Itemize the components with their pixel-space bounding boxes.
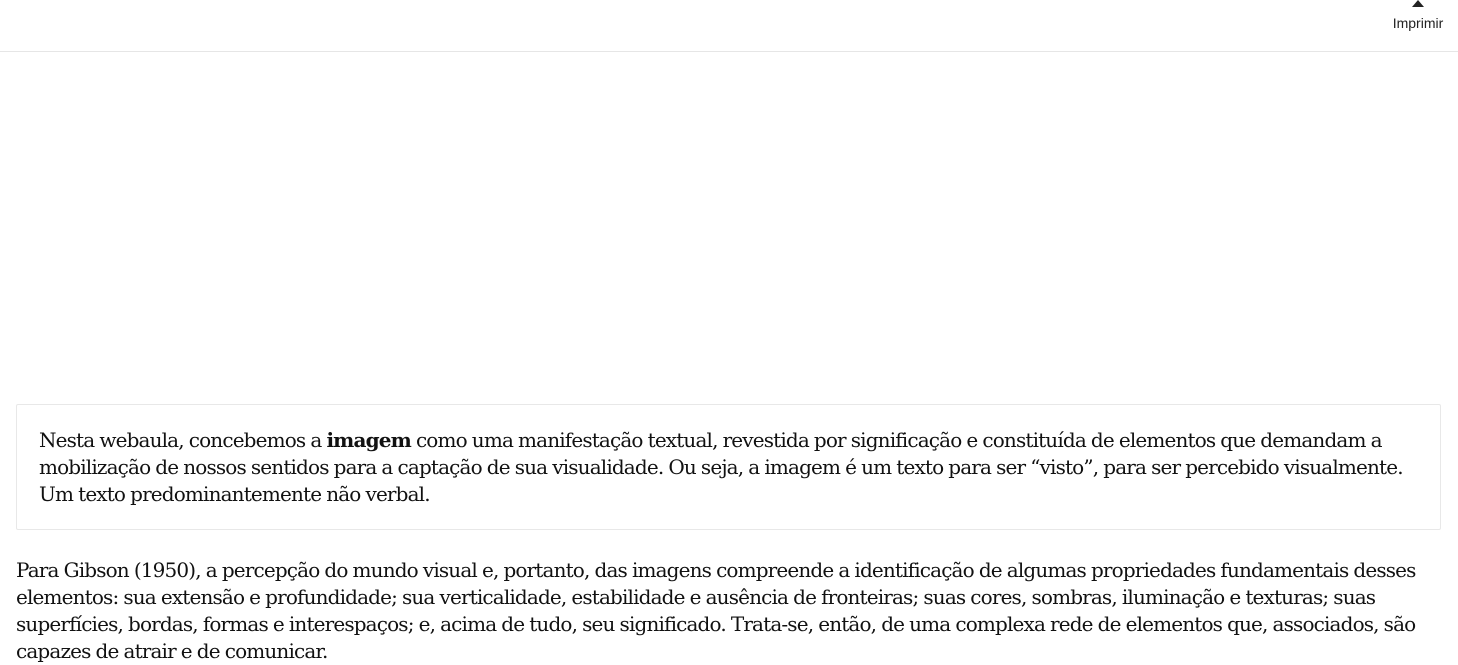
top-toolbar — [0, 0, 1458, 52]
media-placeholder — [0, 52, 1458, 402]
print-button[interactable] — [1386, 0, 1450, 40]
highlight-text — [39, 427, 1418, 508]
highlight-text-end: como uma manifestação textual, revestida por significação e constituída de elementos que demandam a mobilização de nossos sentidos para a captação de sua visualidade. Ou seja, a imagem é um texto para ser “visto”, para ser percebido visualmente. Um texto predominantemente não verbal. — [39, 428, 1403, 506]
body-paragraph: Para Gibson (1950), a percepção do mundo visual e, portanto, das imagens compreende a identificação de algumas propriedades fundamentais desses elementos: sua extensão e profundidade; sua verticalidade, estabilidade e ausência de fronteiras; suas cores, sombras, iluminação e texturas; suas superfícies, bordas, formas e interespaços; e, acima de tudo, seu significado. Trata-se, então, de uma complexa rede de elementos que, associados, são capazes de atrair e de comunicar. — [16, 558, 1416, 663]
print-label: Imprimir — [1392, 15, 1444, 31]
caret-up-icon — [1412, 0, 1424, 7]
highlight-text-start: Nesta webaula, concebemos a — [39, 428, 327, 452]
highlight-keyword: imagem — [326, 428, 411, 452]
highlight-box — [16, 404, 1441, 530]
